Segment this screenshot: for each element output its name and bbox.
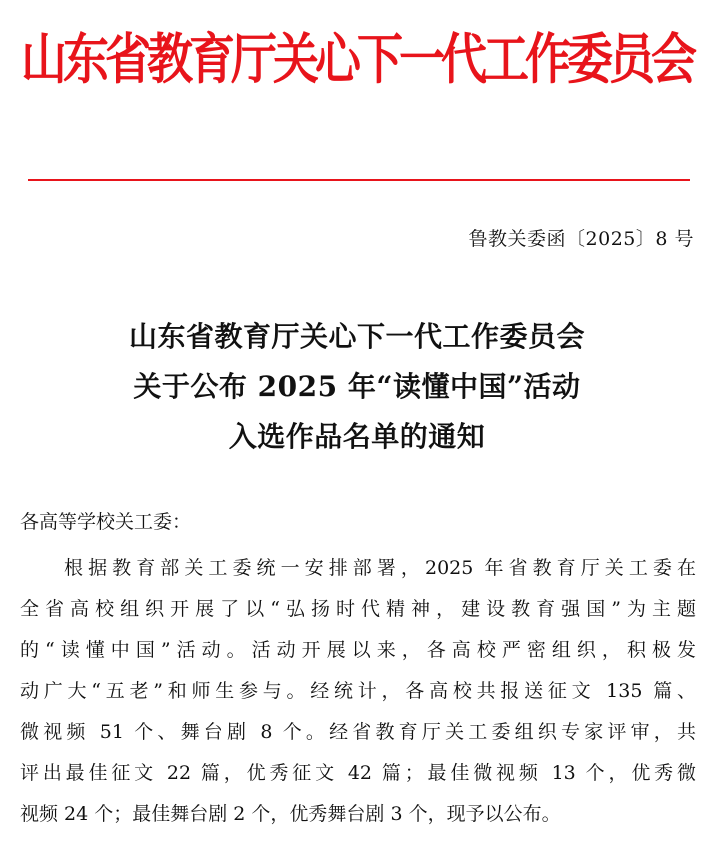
body-line: 评出最佳征文 22 篇，优秀征文 42 篇；最佳微视频 13 个，优秀微 [20,762,696,784]
salutation: 各高等学校关工委： [20,511,192,533]
document-number: 鲁教关委函〔2025〕8 号 [468,228,694,250]
masthead-title: 山东省教育厅关心下一代工作委员会 [21,27,693,91]
body-line: 动广大“五老”和师生参与。经统计，各高校共报送征文 135 篇、 [20,680,696,702]
body-line: 的“读懂中国”活动。活动开展以来，各高校严密组织，积极发 [20,639,696,661]
red-divider-rule [28,179,690,181]
notice-title [0,312,714,462]
title-line-2: 关于公布 2025 年“读懂中国”活动 [133,370,581,403]
body-line: 全省高校组织开展了以“弘扬时代精神，建设教育强国”为主题 [20,598,696,620]
body-line: 根据教育部关工委统一安排部署，2025 年省教育厅关工委在 [64,557,696,579]
title-line-3: 入选作品名单的通知 [228,420,486,453]
body-line: 微视频 51 个、舞台剧 8 个。经省教育厅关工委组织专家评审，共 [20,721,696,743]
body-line: 视频 24 个；最佳舞台剧 2 个，优秀舞台剧 3 个，现予以公布。 [20,803,561,825]
title-line-1: 山东省教育厅关心下一代工作委员会 [128,320,585,353]
body-paragraph [20,548,700,835]
